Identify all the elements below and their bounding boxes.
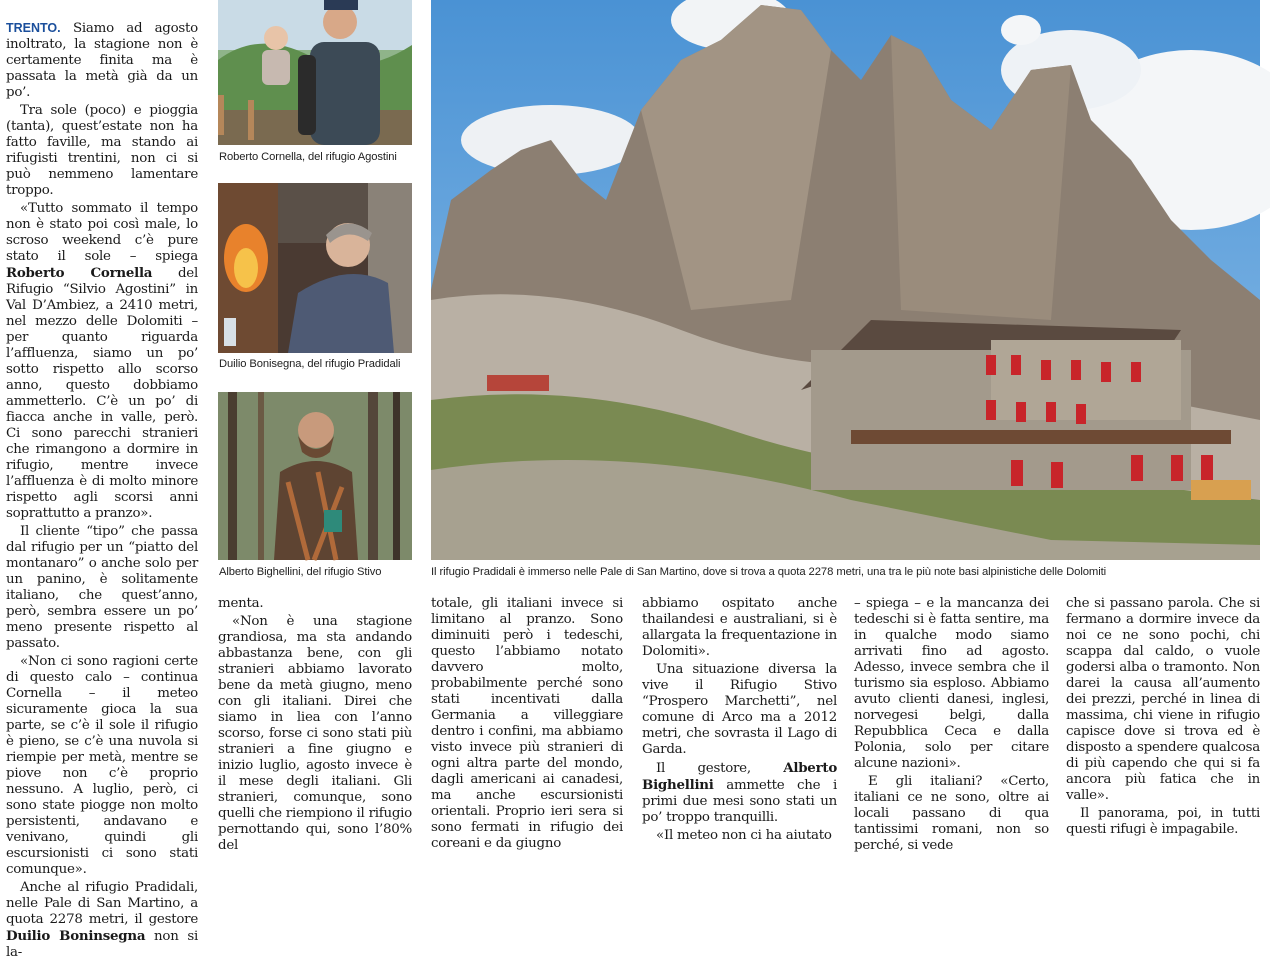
person-name: Roberto Cornella	[6, 265, 153, 281]
article-paragraph: totale, gli italiani invece si limitano al pranzo. Sono diminuiti però i tedeschi, questo l’abbiamo notato davvero molto, probabilmente perché sono stati incentivati dalla Germania a villeggiare dentro i confini, ma abbiamo visto invece più stranieri di ogni altra parte del mondo, dagli americani ai canadesi, ma anche escursionisti orientali. Proprio ieri sera si sono fermati in rifugio dei coreani e da giugno	[431, 596, 623, 851]
article-paragraph: Tra sole (poco) e pioggia (tanta), quest’estate non ha fatto faville, ma stando ai rifugisti trentini, non ci si può nemmeno lamentare troppo.	[6, 103, 198, 198]
article-paragraph: – spiega – e la mancanza dei tedeschi si è fatta sentire, ma in qualche modo siamo arrivati fino ad agosto. Adesso, invece sembra che il turismo sia esploso. Abbiamo avuto clienti danesi, inglesi, norvegesi belgi, dalla Repubblica Ceca e dalla Polonia, solo per citare alcune nazioni».	[854, 596, 1049, 771]
article-paragraph: «Non è una stagione grandiosa, ma sta andando abbastanza bene, con gli stranieri abbiamo lavorato bene da metà giugno, meno con gli italiani. Direi che siamo in liea con l’anno scorso, forse ci sono stati più stranieri a fine giugno e inizio luglio, agosto invece è il mese degli italiani. Gli stranieri, comunque, sono quelli che riempiono il rifugio pernottando qui, sono l’80% del	[218, 614, 412, 853]
article-paragraph: «Non ci sono ragioni certe di questo calo – continua Cornella – il meteo sicuramente gioca la sua parte, se c’è il sole il rifugio è pieno, se c’è una nuvola si riempie per metà, mentre se piove non c’è proprio nessuno. A luglio, però, ci sono state piogge non molto persistenti, andavano e venivano, quindi gli escursionisti ci sono stati comunque».	[6, 654, 198, 877]
article-paragraph: Il gestore, Alberto Bighellini ammette che i primi due mesi sono stati un po’ troppo tranquilli.	[642, 760, 837, 825]
article-column-3	[431, 596, 623, 851]
article-column-5	[854, 596, 1049, 853]
article-paragraph: Il panorama, poi, in tutti questi rifugi è impagabile.	[1066, 806, 1260, 837]
photo-alberto-bighellini	[218, 392, 412, 560]
person-name: Duilio Boninsegna	[6, 928, 146, 944]
article-paragraph: E gli italiani? «Certo, italiani ce ne sono, oltre ai locali passano di qua tantissimi romani, non so perché, si vede	[854, 774, 1049, 853]
article-column-6	[1066, 596, 1260, 837]
article-paragraph: abbiamo ospitato anche thailandesi e australiani, si è allargata la frequentazione in Dolomiti».	[642, 596, 837, 659]
article-column-1	[6, 20, 199, 960]
article-paragraph: TRENTO. Siamo ad agosto inoltrato, la stagione non è certamente finita ma è passata la metà già da un po’.	[6, 21, 198, 100]
dateline: TRENTO.	[6, 21, 61, 35]
person-name: Alberto Bighellini	[642, 760, 837, 793]
article-paragraph: menta.	[218, 596, 264, 611]
article-paragraph: Una situazione diversa la vive il Rifugio Stivo “Prospero Marchetti”, nel comune di Arco ma a 2012 metri, che sovrasta il Lago di Garda.	[642, 662, 837, 757]
article-column-2	[218, 596, 412, 853]
photo-caption: Alberto Bighellini, del rifugio Stivo	[219, 566, 382, 578]
article-paragraph: «Tutto sommato il tempo non è stato poi così male, lo scroso weekend c’è pure stato il sole – spiega Roberto Cornella del Rifugio “Silvio Agostini” in Val D’Ambiez, a 2410 metri, nel mezzo delle Dolomiti – per quanto riguarda l’affluenza, siamo un po’ sotto rispetto allo scorso anno, questo dobbiamo ammetterlo. C’è un po’ di fiacca anche in valle, però. Ci sono parecchi stranieri che rimangono a dormire in rifugio, mentre invece l’affluenza è di molto minore rispetto agli scorsi anni soprattutto a pranzo».	[6, 201, 198, 521]
article-paragraph: Anche al rifugio Pradidali, nelle Pale di San Martino, a quota 2278 metri, il gestore Duilio Boninsegna non si la-	[6, 880, 199, 960]
photo-caption: Roberto Cornella, del rifugio Agostini	[219, 151, 397, 163]
photo-duilio-bonisegna	[218, 183, 412, 353]
article-paragraph: «Il meteo non ci ha aiutato	[656, 828, 832, 843]
main-photo-rifugio-pradidali	[431, 0, 1260, 560]
photo-caption: Duilio Bonisegna, del rifugio Pradidali	[219, 358, 401, 370]
article-paragraph: Il cliente “tipo” che passa dal rifugio per un “piatto del montanaro” o anche solo per un panino, è solitamente italiano, che quest’anno, però, sembra essere un po’ meno presente rispetto al passato.	[6, 524, 198, 651]
photo-roberto-cornella	[218, 0, 412, 145]
main-photo-caption: Il rifugio Pradidali è immerso nelle Pale di San Martino, dove si trova a quota 2278 metri, una tra le più note basi alpinistiche delle Dolomiti	[431, 566, 1107, 578]
article-paragraph: che si passano parola. Che si fermano a dormire invece da noi ce ne sono pochi, chi scappa dal caldo, o vuole godersi alba o tramonto. Non darei la causa all’aumento dei prezzi, perché in linea di massima, chi viene in rifugio capisce dove si trova ed è disposto a spendere qualcosa di più capendo che qui si fa ancora più fatica che in valle».	[1066, 596, 1260, 803]
article-column-4	[642, 596, 837, 843]
